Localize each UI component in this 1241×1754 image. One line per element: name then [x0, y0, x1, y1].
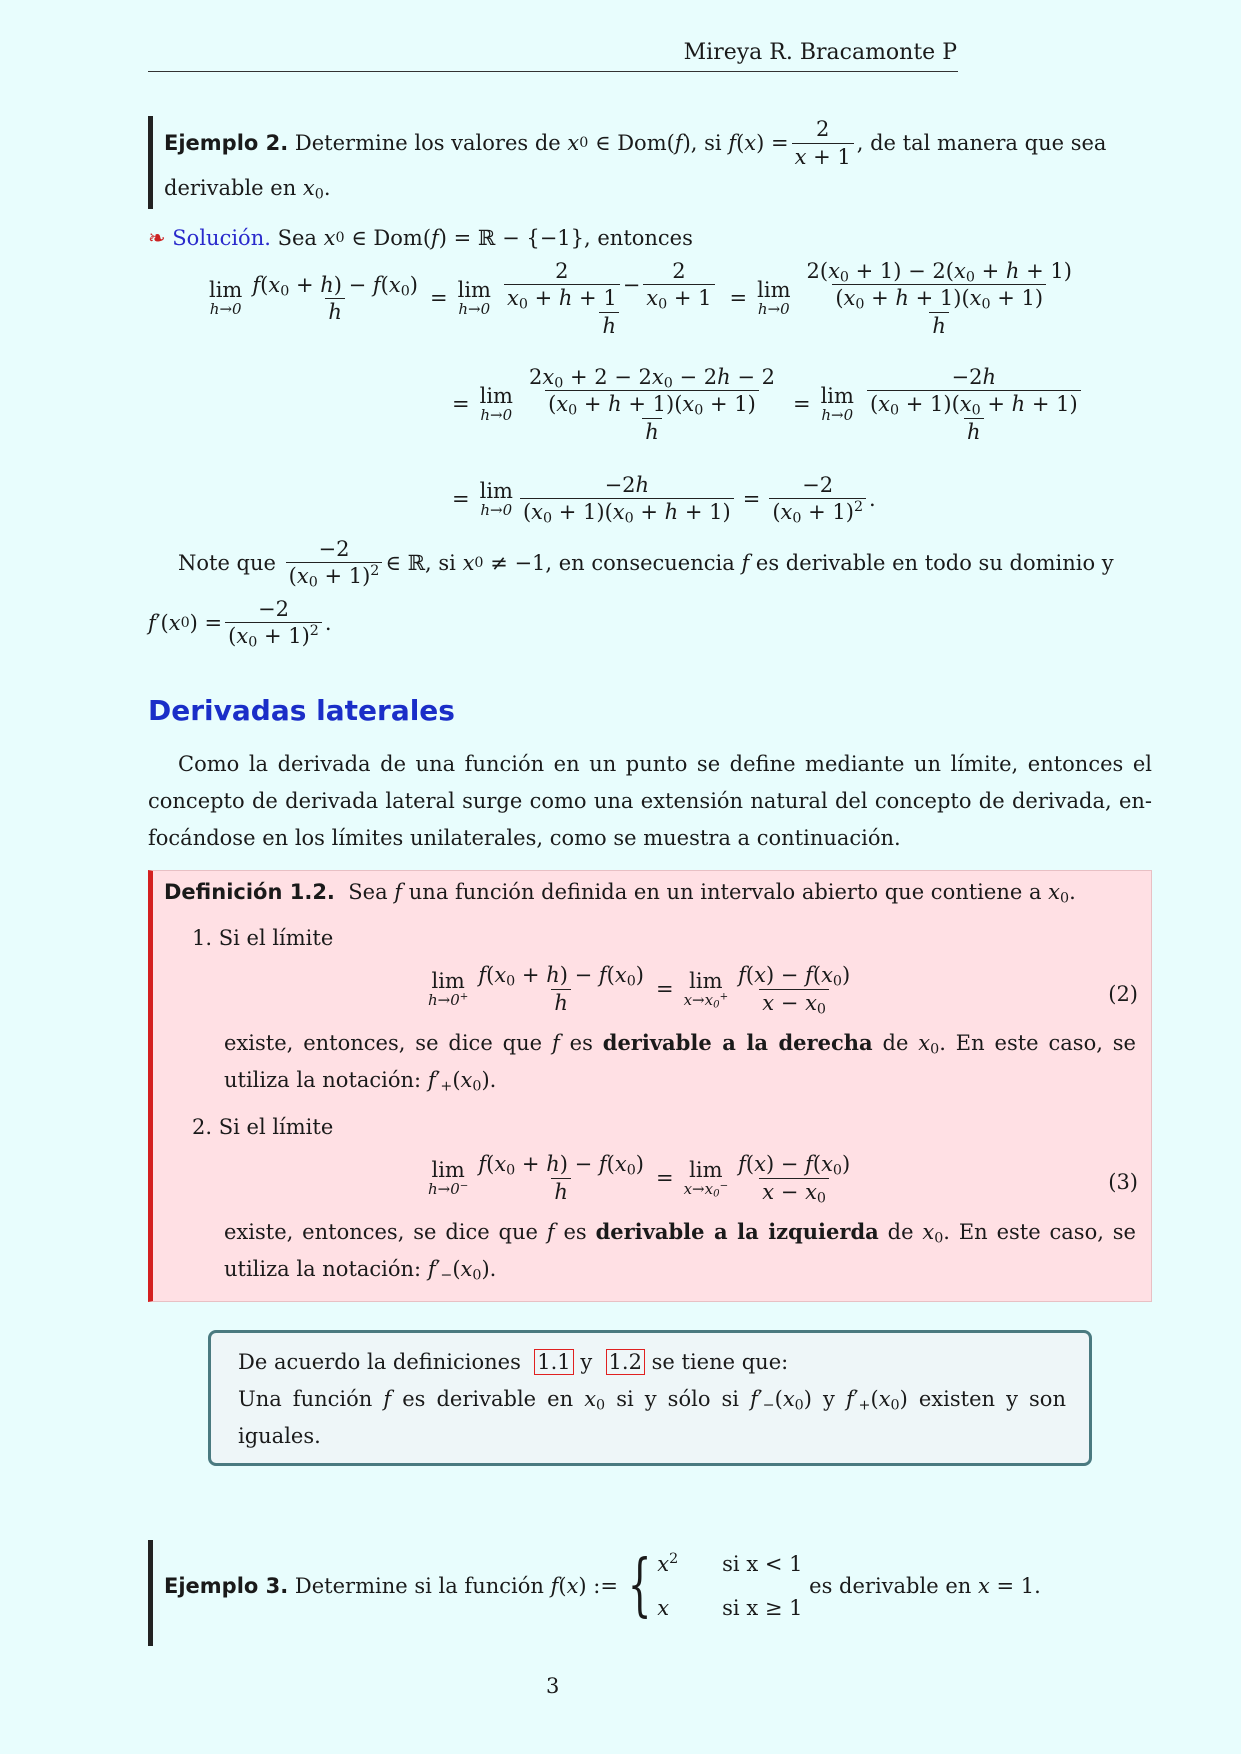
example-3-bar	[148, 1540, 153, 1646]
running-header-author: Mireya R. Bracamonte P	[683, 40, 957, 65]
ref-definition-1-2[interactable]: 1.2	[606, 1349, 645, 1375]
section-title: Derivadas laterales	[148, 694, 455, 727]
header-rule	[148, 71, 958, 72]
definition-item-2: 2. Si el límite	[192, 1115, 334, 1139]
solution-text-a: Sea	[277, 226, 317, 250]
ref-definition-1-1[interactable]: 1.1	[534, 1349, 573, 1375]
case-1-condition: si x < 1	[722, 1552, 803, 1576]
example-3: Ejemplo 3. Determine si la función f ( x ) := { $x^2$ x si x < 1 si x ≥ 1 es derivable en x = 1.	[164, 1542, 1041, 1630]
equation-2: lim h→0+ $\frac{f(x_0 + h) - f(x_0)}{h}$ = lim $x\to x_0^+$ $\frac{f(x) - f(x_0)}{x - x_0}$	[428, 963, 851, 1018]
derivation-line-3: = lim h→0 $\frac{-2h}{(x_0 + 1)(x_0 + h + 1)}$ = $\frac{-2}{(x_0 + 1)^2}$ .	[452, 473, 876, 527]
left-brace: {	[627, 1546, 652, 1625]
note-line-2: f ′( x 0 ) = $\frac{-2}{(x_0 + 1)^2}$ .	[148, 597, 332, 651]
fleuron-icon: ❧	[148, 226, 166, 250]
example-2-text-d: derivable en	[164, 176, 297, 200]
definition-content: Definición 1.2. Sea f una función definida en un intervalo abierto que contiene a $x_0$. 1. Si el límite lim h→0+ $\frac{f(x_0 + h) - f(x_0)}{h}$ = lim $x\to x_0^+$ $\frac{f(x) - f(x_0)}{x - x_0}$ (2) existe, entonces, se dice que f es derivable a la derecha de $x_0$. En este caso, se utiliza la notación: $f'_+(x_0)$. 2. Si el límite lim h→0− $\frac{f(x_0 + h) - f(x_0)}{h}$ = lim $x\to x_0^-$ $\frac{f(x) - f(x_0)}{x - x_0}$ (3) existe, entonces, se dice que f es derivable a la izquierda de $x_0$. En este caso, se utiliza la notación: $f'_-(x_0)$.	[164, 880, 1138, 1284]
equation-2-number: (2)	[1108, 982, 1138, 1006]
equation-3-number: (3)	[1108, 1170, 1138, 1194]
solution-intro: ❧ Solución. Sea x 0 ∈ Dom( f ) = ℝ − {−1} , entonces	[148, 226, 693, 250]
solution-text-b: , entonces	[584, 226, 693, 250]
derivation-line-1: lim h→0 $\frac{f(x_0 + h) - f(x_0)}{h}$ = lim h→0 $\frac{2}{x_0 + h + 1}$ − $\frac{2}{x_0 + 1}$ h = lim h→0 $\frac{\frac{2(x_0 + 1) - 2(x_0 + h + 1)}{(x_0 + h + 1)(x_0 + 1)}}{h}$	[209, 259, 1072, 338]
example-2-text-a: Determine los valores de	[294, 131, 561, 155]
example-2-text-c: , de tal manera que sea	[856, 131, 1107, 155]
section-paragraph: Como la derivada de una función en un punto se define mediante un límite, entonces el concepto de derivada lateral surge como una extensión natural del concepto de derivada, en- focándose en los límites unilaterales, como se muestra a continuación.	[148, 752, 1152, 850]
solution-label: Solución.	[172, 226, 271, 250]
note-line-1: Note que $\frac{-2}{(x_0 + 1)^2}$ ∈ ℝ , si x 0 ≠ −1 , en consecuencia f es derivable en todo su dominio y	[178, 537, 1114, 591]
example-2-bar	[148, 116, 153, 209]
remark-content: De acuerdo la definiciones 1.1 y 1.2 se tiene que: Una función f es derivable en $x_0$ si y sólo si $f'_-(x_0)$ y $f'_+(x_0)$ existen y son iguales.	[238, 1350, 1066, 1448]
definition-label: Definición 1.2.	[164, 880, 335, 904]
example-2: Ejemplo 2. Determine los valores de x 0 ∈ Dom( f ) , si f ( x ) = $\frac{2}{x + 1}$ , de tal manera que sea derivable en $x_0$.	[164, 117, 1107, 203]
example-2-text-b: , si	[690, 131, 722, 155]
case-2-condition: si x ≥ 1	[722, 1596, 803, 1620]
derivation-line-2: = lim h→0 $\frac{\frac{2x_0 + 2 - 2x_0 - 2h - 2}{(x_0 + h + 1)(x_0 + 1)}}{h}$ = lim h→0 $\frac{\frac{-2h}{(x_0 + 1)(x_0 + h + 1)}}{h}$	[446, 364, 1090, 445]
example-2-label: Ejemplo 2.	[164, 131, 289, 155]
page-number: 3	[546, 1674, 560, 1698]
equation-3: lim h→0− $\frac{f(x_0 + h) - f(x_0)}{h}$ = lim $x\to x_0^-$ $\frac{f(x) - f(x_0)}{x - x_0}$	[428, 1152, 851, 1207]
example-3-label: Ejemplo 3.	[164, 1574, 289, 1598]
definition-item-1: 1. Si el límite	[192, 926, 334, 950]
